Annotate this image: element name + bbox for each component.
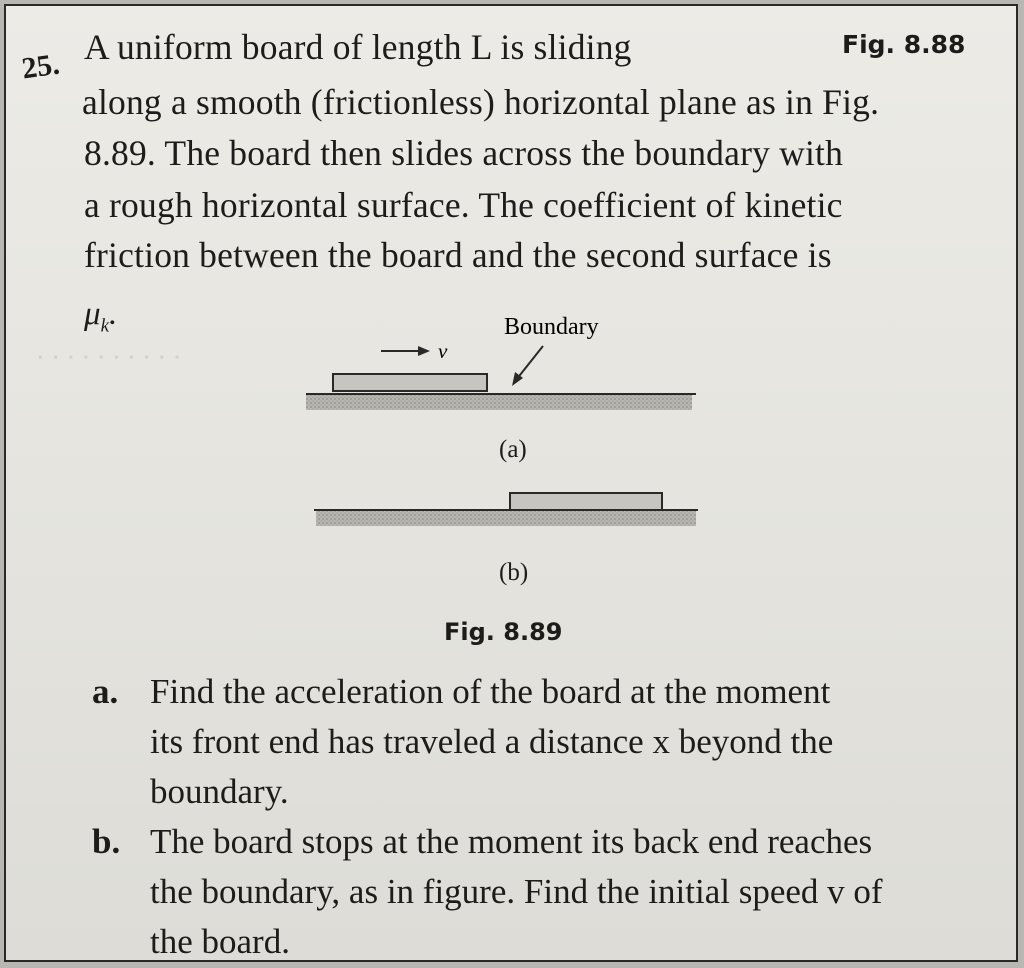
mu-subscript: k [100, 315, 110, 337]
part-text-line: the board. [150, 922, 290, 961]
part-letter: a. [92, 672, 119, 711]
velocity-label: v [438, 339, 448, 363]
problem-text-line: friction between the board and the second surface is [84, 235, 832, 275]
panel-a-caption: (a) [499, 436, 527, 463]
boundary-label: Boundary [504, 314, 599, 340]
stopped-board [510, 493, 662, 510]
diagram-panel-a [306, 314, 696, 410]
boundary-pointer-arrow [516, 346, 543, 380]
panel-b-caption: (b) [499, 559, 529, 586]
part-text-line: Find the acceleration of the board at the moment [150, 672, 831, 711]
part-text-line: the boundary, as in figure. Find the initial speed v of [150, 872, 883, 911]
rough-surface-hatch [306, 394, 692, 410]
textbook-page [4, 4, 1018, 962]
part-text-line: The board stops at the moment its back end reaches [150, 822, 873, 861]
figure-reference: Fig. 8.88 [842, 30, 966, 59]
mu-symbol: μ [84, 296, 101, 332]
bleed-through-text: ᐧ ᐧ ᐧ ᐧ ᐧ ᐧ ᐧ ᐧ ᐧ ᐧ [36, 342, 181, 375]
problem-text-line: a rough horizontal surface. The coefficient of kinetic [84, 185, 843, 225]
diagram-panel-b [314, 493, 698, 526]
problem-number: 25. [19, 47, 62, 86]
rough-surface-hatch [316, 510, 696, 526]
part-text-line: its front end has traveled a distance x beyond the [150, 722, 834, 761]
sliding-board [333, 374, 487, 391]
figure-caption: Fig. 8.89 [444, 618, 563, 646]
part-a [92, 672, 830, 712]
part-text-line: boundary. [150, 772, 289, 811]
problem-text-line: along a smooth (frictionless) horizontal plane as in Fig. [82, 82, 880, 122]
velocity-arrowhead [418, 346, 430, 356]
part-letter: b. [92, 822, 121, 861]
problem-text-line: A uniform board of length L is sliding [84, 27, 632, 67]
mu-suffix: . [109, 296, 118, 332]
problem-text-line: 8.89. The board then slides across the boundary with [84, 133, 844, 173]
board-diagram [6, 6, 1018, 626]
part-b [92, 822, 872, 862]
